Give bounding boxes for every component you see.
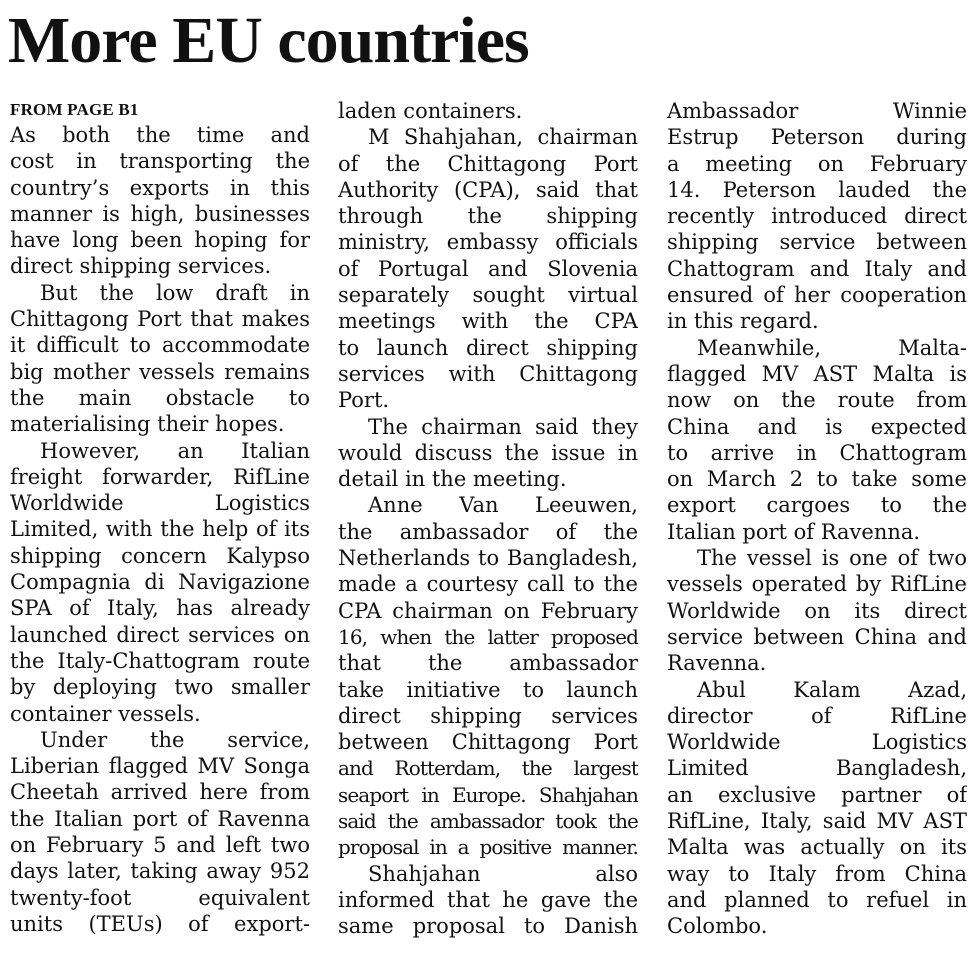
text-line: the ambassador of the (338, 519, 638, 544)
text-line: the main obstacle to (10, 385, 310, 410)
text-line: Colombo. (667, 914, 768, 939)
article-column-2 (338, 98, 638, 940)
text-line: on February 5 and left two (10, 833, 310, 858)
text-line: Cheetah arrived here from (10, 780, 310, 805)
text-line: informed that he gave the (338, 887, 638, 912)
article-column-3 (667, 98, 967, 940)
text-line: M Shahjahan, chairman (368, 125, 638, 150)
text-line: vessels operated by RifLine (667, 572, 967, 597)
text-line: flagged MV AST Malta is (667, 361, 967, 386)
text-line: Worldwide Logistics (667, 730, 967, 755)
text-line: to launch direct shipping (338, 335, 638, 360)
text-line: service between China and (667, 624, 967, 649)
text-line: in this regard. (667, 309, 819, 334)
text-line: RifLine, Italy, said MV AST (667, 809, 967, 834)
text-line: SPA of Italy, has already (10, 596, 310, 621)
text-line: services with Chittagong (338, 361, 638, 386)
text-line: Estrup Peterson during (667, 125, 967, 150)
text-line: Abul Kalam Azad, (697, 677, 967, 702)
text-line: an exclusive partner of (667, 782, 967, 807)
text-line: ensured of her cooperation (667, 283, 967, 308)
headline: More EU countries (8, 4, 529, 77)
text-line: ministry, embassy officials (338, 230, 638, 255)
text-line: CPA chairman on February (338, 598, 638, 623)
text-line: on March 2 to take some (667, 467, 967, 492)
text-line: Compagnia di Navigazione (10, 570, 310, 595)
text-line: through the shipping (338, 204, 638, 229)
text-line: manner is high, businesses (10, 201, 310, 226)
text-line: cost in transporting the (10, 149, 310, 174)
text-line: Anne Van Leeuwen, (368, 493, 638, 518)
text-line: Netherlands to Bangladesh, (338, 546, 638, 571)
text-line: that the ambassador (338, 651, 638, 676)
text-line: proposal in a positive manner. (338, 835, 638, 860)
text-line: 16, when the latter proposed (338, 624, 638, 649)
text-line: Italian port of Ravenna. (667, 519, 921, 544)
text-line: now on the route from (667, 388, 967, 413)
text-line: Port. (338, 388, 390, 413)
column-1-text (10, 122, 310, 937)
text-line: Shahjahan also (368, 861, 638, 886)
text-line: the Italian port of Ravenna (10, 806, 310, 831)
text-line: Liberian flagged MV Songa (10, 754, 310, 779)
text-line: Worldwide on its direct (667, 598, 967, 623)
text-line: director of RifLine (667, 703, 967, 728)
text-line: take initiative to launch (338, 677, 638, 702)
text-line: But the low draft in (40, 280, 310, 305)
text-line: Limited, with the help of its (10, 517, 310, 542)
article-column-1 (10, 98, 310, 937)
text-line: shipping service between (667, 230, 967, 255)
text-line: and Rotterdam, the largest (338, 756, 638, 781)
text-line: said the ambassador took the (338, 809, 638, 834)
text-line: shipping concern Kalypso (10, 543, 310, 568)
text-line: of the Chittagong Port (338, 151, 638, 176)
text-line: Under the service, (40, 727, 310, 752)
text-line: Chattogram and Italy and (667, 256, 967, 281)
text-line: seaport in Europe. Shahjahan (338, 782, 638, 807)
text-line: As both the time and (10, 123, 310, 147)
text-line: China and is expected (667, 414, 967, 439)
text-line: launched direct services on (10, 622, 310, 647)
text-line: to arrive in Chattogram (667, 440, 967, 465)
text-line: it difficult to accommodate (10, 333, 310, 358)
text-line: same proposal to Danish (338, 914, 638, 939)
text-line: between Chittagong Port (338, 730, 638, 755)
text-line: container vessels. (10, 701, 201, 726)
text-line: Worldwide Logistics (10, 491, 310, 516)
text-line: Ravenna. (667, 651, 767, 676)
text-line: separately sought virtual (338, 283, 638, 308)
column-3-text (667, 98, 967, 940)
text-line: would discuss the issue in (338, 440, 638, 465)
text-line: and planned to refuel in (667, 887, 967, 912)
text-line: Limited Bangladesh, (667, 756, 967, 781)
text-line: made a courtesy call to the (338, 572, 638, 597)
text-line: have long been hoping for (10, 228, 310, 253)
text-line: materialising their hopes. (10, 412, 285, 437)
text-line: Authority (CPA), said that (338, 177, 638, 202)
text-line: laden containers. (338, 99, 523, 123)
text-line: export cargoes to the (667, 493, 967, 518)
text-line: direct shipping services (338, 703, 638, 728)
text-line: direct shipping services. (10, 254, 272, 279)
text-line: detail in the meeting. (338, 467, 567, 492)
text-line: Ambassador Winnie (667, 99, 967, 123)
text-line: days later, taking away 952 (10, 859, 310, 884)
text-line: However, an Italian (40, 438, 310, 463)
text-line: The vessel is one of two (697, 546, 967, 571)
kicker-from-page: FROM PAGE B1 (10, 100, 139, 119)
text-line: the Italy-Chattogram route (10, 648, 310, 673)
text-line: way to Italy from China (667, 861, 967, 886)
text-line: 14. Peterson lauded the (667, 177, 967, 202)
text-line: of Portugal and Slovenia (338, 256, 638, 281)
text-line: Meanwhile, Malta- (697, 335, 967, 360)
text-line: a meeting on February (667, 151, 967, 176)
text-line: freight forwarder, RifLine (10, 464, 310, 489)
text-line: big mother vessels remains (10, 359, 310, 384)
text-line: The chairman said they (368, 414, 638, 439)
text-line: recently introduced direct (667, 204, 967, 229)
text-line: country’s exports in this (10, 175, 310, 200)
text-line: by deploying two smaller (10, 675, 310, 700)
text-line: units (TEUs) of export- (10, 911, 310, 936)
text-line: Chittagong Port that makes (10, 307, 310, 332)
text-line: Malta was actually on its (667, 835, 967, 860)
text-line: twenty-foot equivalent (10, 885, 310, 910)
text-line: meetings with the CPA (338, 309, 638, 334)
column-2-text (338, 98, 638, 940)
